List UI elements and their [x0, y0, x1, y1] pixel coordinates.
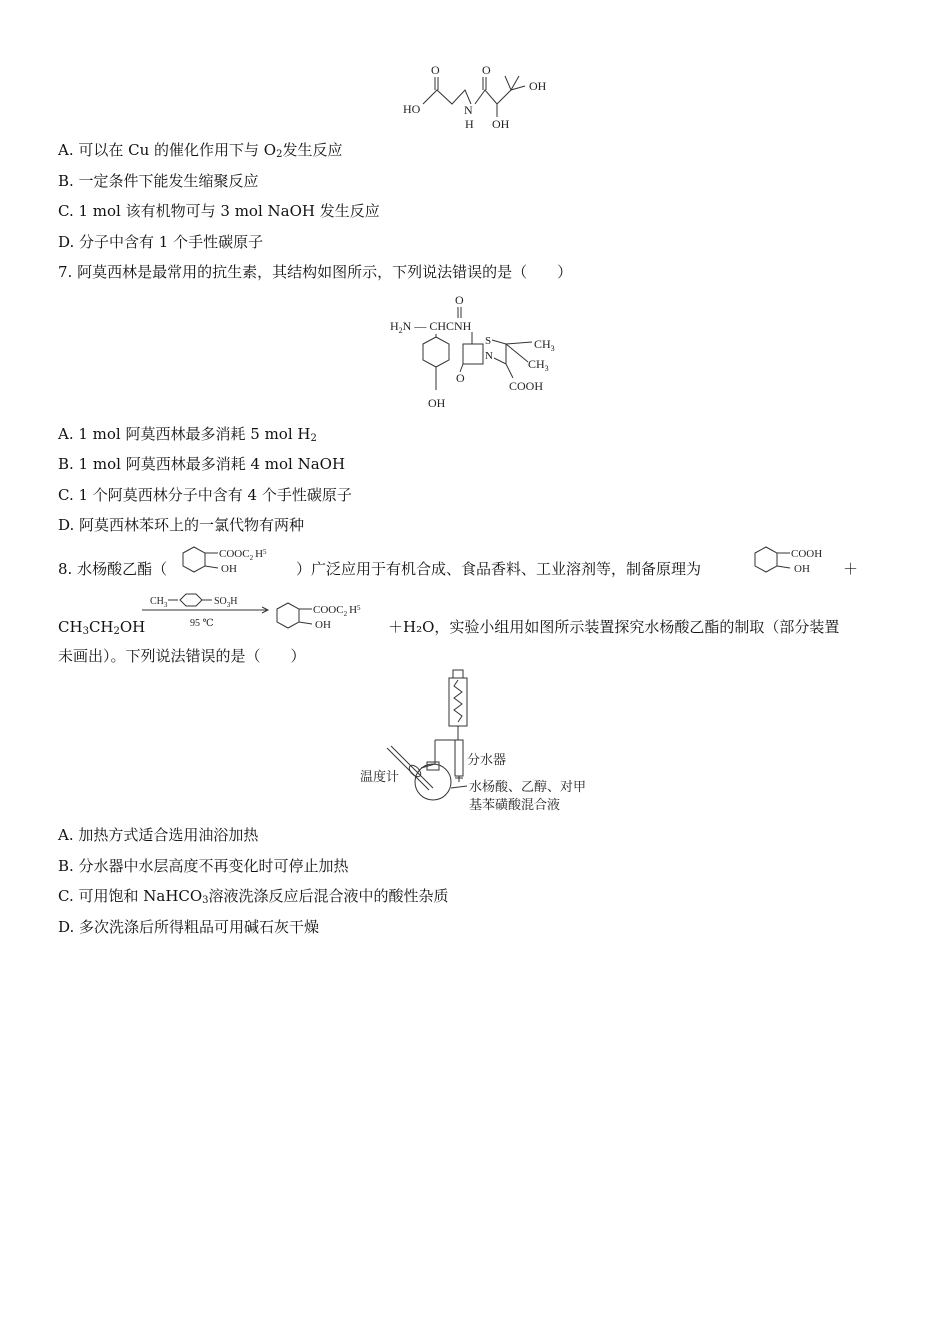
svg-text:COOH: COOH — [791, 548, 823, 560]
q6-atom-n: N — [464, 103, 473, 117]
ethyl-salicylate-structure — [178, 542, 293, 578]
svg-text:CH3: $CH_3$ — [528, 357, 549, 373]
svg-text:N: N — [485, 350, 493, 362]
svg-text:OH: OH — [428, 396, 446, 410]
label-mixture-line2: 基苯磺酸混合液 — [469, 798, 561, 813]
q6-structure-diagram — [395, 60, 565, 132]
q6-atom-o1: O — [431, 63, 440, 77]
q8-option-a: A. 加热方式适合选用油浴加热 — [58, 826, 259, 844]
q6-option-a: A. 可以在 Cu 的催化作用下与 $O_2$发生反应 — [58, 141, 343, 160]
q8-stem-part1: 8. 水杨酸乙酯（ — [58, 560, 168, 578]
q6-option-b: B. 一定条件下能发生缩聚反应 — [58, 172, 259, 190]
q8-product-tail: ＋H₂O，实验小组用如图所示装置探究水杨酸乙酯的制取（部分装置 — [388, 618, 840, 636]
q8-stem-part2: ）广泛应用于有机合成、食品香料、工业溶剂等，制备原理为 — [296, 560, 702, 578]
svg-text:S: S — [485, 335, 492, 347]
q6-atom-h: H — [465, 117, 474, 131]
q6-option-d: D. 分子中含有 1 个手性碳原子 — [58, 233, 264, 251]
label-mixture-line1: 水杨酸、乙醇、对甲 — [469, 780, 587, 795]
q8-plus: ＋ — [843, 560, 859, 578]
q7-option-b: B. 1 mol 阿莫西林最多消耗 4 mol NaOH — [58, 455, 346, 473]
reaction-arrow-catalyst — [140, 588, 275, 632]
svg-text:OH: OH — [315, 619, 331, 631]
q7-option-c: C. 1 个阿莫西林分子中含有 4 个手性碳原子 — [58, 486, 352, 504]
q6-atom-o2: O — [482, 63, 491, 77]
q6-atom-oh1: OH — [492, 117, 510, 131]
svg-text:OH: OH — [794, 563, 810, 575]
q7-option-d: D. 阿莫西林苯环上的一氯代物有两种 — [58, 516, 305, 534]
q7-option-a: A. 1 mol 阿莫西林最多消耗 5 mol $H_2$ — [58, 425, 317, 444]
q8-option-c: C. 可用饱和 NaHCO$_3$溶液洗涤反应后混合液中的酸性杂质 — [58, 887, 449, 906]
q8-reactant-ethanol: $CH_3CH_2OH$ — [58, 618, 146, 637]
svg-text:95 ℃: 95 ℃ — [190, 618, 214, 629]
svg-text:CH3: $CH_3$ — [534, 337, 555, 353]
svg-text:SO3H: $SO_3H$ — [214, 596, 238, 609]
svg-text:H2N — CHCNH: $H_2N$ — CHCNH — [390, 319, 472, 335]
salicylic-acid-structure — [750, 542, 845, 578]
q6-option-c: C. 1 mol 该有机物可与 3 mol NaOH 发生反应 — [58, 202, 380, 220]
q6-atom-oh2: OH — [529, 79, 547, 93]
svg-text:COOH: COOH — [509, 379, 544, 393]
q8-option-b: B. 分水器中水层高度不再变化时可停止加热 — [58, 857, 349, 875]
q8-option-d: D. 多次洗涤后所得粗品可用碱石灰干燥 — [58, 918, 320, 936]
q7-amoxicillin-structure — [388, 292, 568, 414]
q6-atom-ho: HO — [403, 102, 421, 116]
svg-text:CH3: $CH_3$ — [150, 596, 168, 609]
label-separator: 分水器 — [467, 753, 507, 768]
svg-text:OH: OH — [221, 563, 237, 575]
q8-apparatus-diagram — [355, 668, 605, 818]
svg-text:COOC2H5: $COOC_2$ $H^5$ — [219, 548, 267, 562]
ethyl-salicylate-product-structure — [272, 598, 382, 634]
q7-stem: 7. 阿莫西林是最常用的抗生素，其结构如图所示，下列说法错误的是（ ） — [58, 263, 573, 281]
q8-stem-line3: 未画出）。下列说法错误的是（ ） — [58, 647, 306, 665]
svg-text:O: O — [455, 293, 464, 307]
label-thermometer: 温度计 — [360, 770, 400, 785]
svg-text:COOC2H5: $COOC_2$ $H^5$ — [313, 604, 361, 618]
svg-text:O: O — [456, 371, 465, 385]
